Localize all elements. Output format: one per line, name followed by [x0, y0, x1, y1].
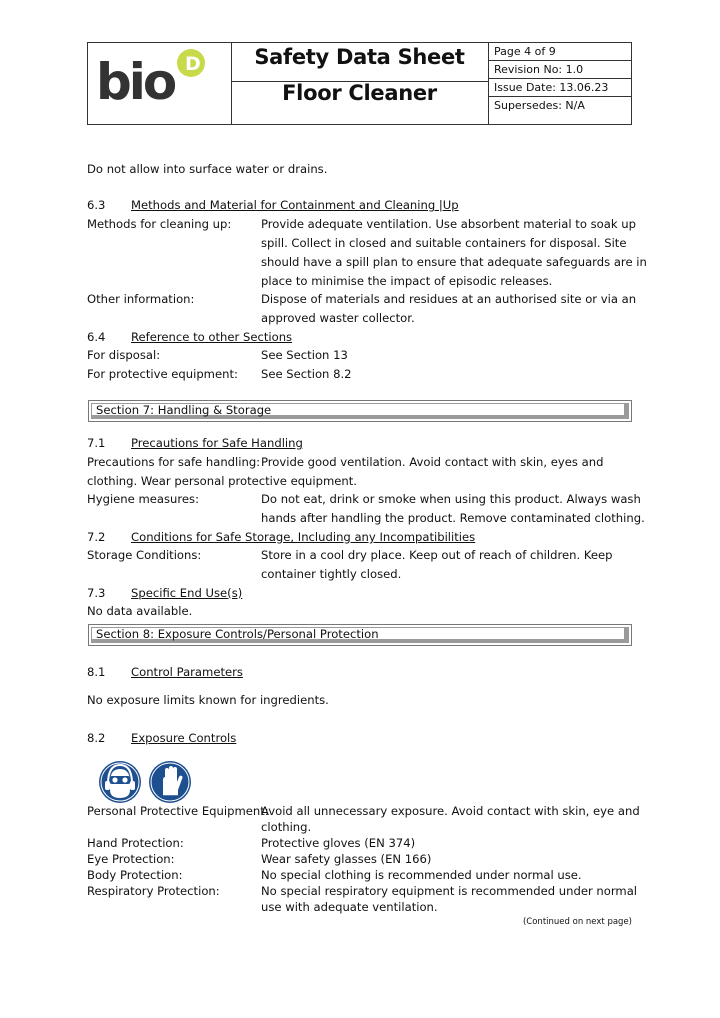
- hand-protection-value: Protective gloves (EN 374): [261, 836, 416, 850]
- respiratory-protection-line: No special respiratory equipment is recommended under normal: [261, 884, 638, 898]
- title-cell: [231, 43, 489, 124]
- body-protection-value: No special clothing is recommended under normal use.: [261, 868, 582, 882]
- cleaning-label: Methods for cleaning up:: [87, 217, 232, 231]
- section-number: 8.1: [87, 665, 106, 679]
- cleaning-line: Provide adequate ventilation. Use absorbent material to soak up: [261, 217, 636, 231]
- cleaning-line: place to minimise the impact of episodic releases.: [261, 274, 553, 288]
- section-number: 6.4: [87, 330, 106, 344]
- document-header: [87, 42, 632, 125]
- safe-handling-line: Provide good ventilation. Avoid contact with skin, eyes and: [261, 455, 604, 469]
- hygiene-label: Hygiene measures:: [87, 492, 199, 506]
- section-7-title: Section 7: Handling & Storage: [96, 403, 272, 417]
- protective-label: For protective equipment:: [87, 367, 238, 381]
- document-title: Safety Data Sheet: [254, 45, 465, 69]
- disposal-label: For disposal:: [87, 348, 161, 362]
- respiratory-protection-line: use with adequate ventilation.: [261, 900, 438, 914]
- bio-d-logo: [88, 43, 231, 124]
- section-number: 8.2: [87, 731, 106, 745]
- storage-line: container tightly closed.: [261, 567, 402, 581]
- safe-handling-label: Precautions for safe handling:: [87, 455, 261, 469]
- disposal-value: See Section 13: [261, 348, 348, 362]
- cleaning-line: spill. Collect in closed and suitable containers for disposal. Site: [261, 236, 627, 250]
- logo-cell: [88, 43, 232, 124]
- storage-line: Store in a cool dry place. Keep out of reach of children. Keep: [261, 548, 613, 562]
- meta-cell: [488, 43, 631, 124]
- section-8-title: Section 8: Exposure Controls/Personal Protection: [96, 627, 379, 641]
- exposure-limits-text: No exposure limits known for ingredients.: [87, 693, 329, 707]
- section-heading: Conditions for Safe Storage, Including any Incompatibilities: [131, 530, 476, 544]
- safe-handling-line: clothing. Wear personal protective equipment.: [87, 474, 357, 488]
- page-number: Page 4 of 9: [488, 43, 631, 61]
- section-number: 6.3: [87, 198, 106, 212]
- continued-note: (Continued on next page): [522, 917, 632, 927]
- other-info-label: Other information:: [87, 292, 195, 306]
- revision-number: Revision No: 1.0: [488, 61, 631, 79]
- logo-badge: D: [185, 53, 201, 75]
- section-heading: Precautions for Safe Handling: [131, 436, 303, 450]
- section-heading: Reference to other Sections: [131, 330, 293, 344]
- end-use-text: No data available.: [87, 604, 193, 618]
- section-number: 7.2: [87, 530, 106, 544]
- intro-text: Do not allow into surface water or drains.: [87, 162, 328, 176]
- section-heading: Control Parameters: [131, 665, 243, 679]
- body-protection-label: Body Protection:: [87, 868, 183, 882]
- section-heading: Specific End Use(s): [131, 586, 243, 600]
- other-info-line: approved waster collector.: [261, 311, 415, 325]
- hygiene-line: hands after handling the product. Remove contaminated clothing.: [261, 511, 645, 525]
- hygiene-line: Do not eat, drink or smoke when using this product. Always wash: [261, 492, 641, 506]
- section-7-bar: [88, 400, 632, 422]
- ppe-line: clothing.: [261, 820, 312, 834]
- supersedes: Supersedes: N/A: [494, 99, 585, 112]
- eye-protection-label: Eye Protection:: [87, 852, 175, 866]
- protective-value: See Section 8.2: [261, 367, 352, 381]
- logo-text: bio: [96, 53, 175, 111]
- eye-face-protection-icon: [98, 760, 142, 804]
- section-8-bar: [88, 624, 632, 646]
- cleaning-line: should have a spill plan to ensure that adequate safeguards are in: [261, 255, 647, 269]
- respiratory-protection-label: Respiratory Protection:: [87, 884, 220, 898]
- section-number: 7.1: [87, 436, 106, 450]
- issue-date: Issue Date: 13.06.23: [488, 79, 631, 97]
- eye-protection-value: Wear safety glasses (EN 166): [261, 852, 432, 866]
- ppe-line: Avoid all unnecessary exposure. Avoid contact with skin, eye and: [261, 804, 640, 818]
- hand-protection-icon: [148, 760, 192, 804]
- other-info-line: Dispose of materials and residues at an authorised site or via an: [261, 292, 637, 306]
- hand-protection-label: Hand Protection:: [87, 836, 184, 850]
- product-name: Floor Cleaner: [282, 81, 437, 105]
- section-heading: Exposure Controls: [131, 731, 237, 745]
- ppe-label: Personal Protective Equipment:: [87, 804, 269, 818]
- section-number: 7.3: [87, 586, 106, 600]
- section-heading: Methods and Material for Containment and Cleaning |Up: [131, 198, 459, 212]
- storage-label: Storage Conditions:: [87, 548, 202, 562]
